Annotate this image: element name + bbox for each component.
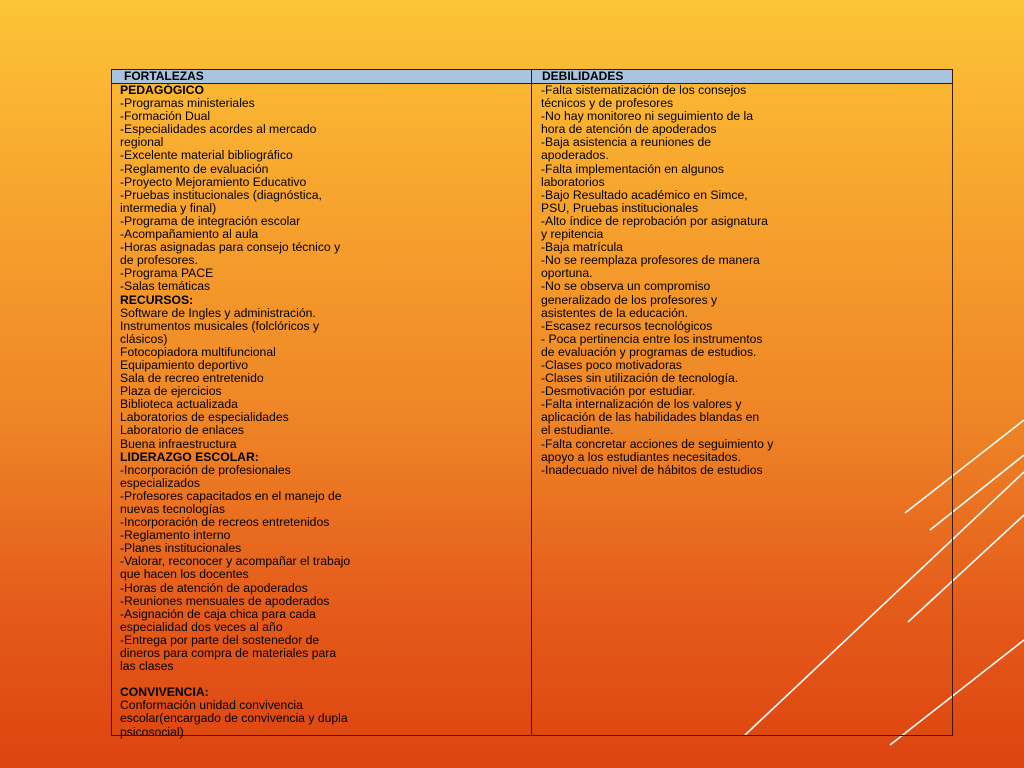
strength-line: clásicos) — [120, 332, 168, 346]
weakness-line: -Desmotivación por estudiar. — [541, 385, 696, 399]
strength-line: -Incorporación de recreos entretenidos — [120, 516, 330, 530]
table-header-row — [112, 70, 952, 84]
strength-line: -Acompañamiento al aula — [120, 228, 259, 242]
strength-line: Sala de recreo entretenido — [120, 372, 264, 386]
weakness-line: apoderados. — [541, 149, 609, 163]
strength-line: -Formación Dual — [120, 110, 211, 124]
weakness-line: oportuna. — [541, 267, 593, 281]
strength-line: -Reuniones mensuales de apoderados — [120, 594, 330, 608]
strength-line: escolar(encargado de convivencia y dupla — [120, 712, 348, 726]
strength-line: dineros para compra de materiales para — [120, 647, 337, 661]
strength-line: -Entrega por parte del sostenedor de — [120, 633, 320, 647]
weakness-line: generalizado de los profesores y — [541, 293, 718, 307]
weakness-line: -Baja matrícula — [541, 241, 623, 255]
weakness-line: -No se reemplaza profesores de manera — [541, 254, 760, 268]
strength-line: psicosocial) — [120, 725, 184, 739]
strength-line: Plaza de ejercicios — [120, 385, 222, 399]
weakness-line: -No se observa un compromiso — [541, 280, 711, 294]
weakness-line: laboratorios — [541, 175, 605, 189]
weakness-line: -No hay monitoreo ni seguimiento de la — [541, 110, 754, 124]
strength-line: -Programa de integración escolar — [120, 214, 301, 228]
strength-line: -Profesores capacitados en el manejo de — [120, 489, 342, 503]
strength-section-heading: CONVIVENCIA: — [120, 686, 209, 700]
strength-line: -Especialidades acordes al mercado — [120, 123, 317, 137]
strength-section-heading: LIDERAZGO ESCOLAR: — [120, 450, 259, 464]
strength-line: Equipamiento deportivo — [120, 358, 249, 372]
strength-line: -Reglamento de evaluación — [120, 162, 269, 176]
strength-line: -Excelente material bibliográfico — [120, 149, 293, 163]
weakness-line: y repitencia — [541, 228, 604, 242]
weakness-line: -Alto índice de reprobación por asignatura — [541, 214, 768, 228]
strength-line: -Horas asignadas para consejo técnico y — [120, 241, 341, 255]
strength-line: -Programas ministeriales — [120, 97, 255, 111]
strength-line: de profesores. — [120, 254, 198, 268]
weakness-line: -Falta implementación en algunos — [541, 162, 724, 176]
weakness-line: apoyo a los estudiantes necesitados. — [541, 450, 741, 464]
weakness-line: PSU, Pruebas institucionales — [541, 201, 699, 215]
strength-line: que hacen los docentes — [120, 568, 249, 582]
strength-line: -Proyecto Mejoramiento Educativo — [120, 175, 307, 189]
strength-line: -Valorar, reconocer y acompañar el trabajo — [120, 555, 351, 569]
strength-line: -Pruebas institucionales (diagnóstica, — [120, 188, 322, 202]
strength-line: regional — [120, 136, 164, 150]
weakness-line: - Poca pertinencia entre los instrumentos — [541, 332, 763, 346]
spacer — [120, 673, 525, 686]
weakness-line: -Clases poco motivadoras — [541, 358, 682, 372]
strength-line: Buena infraestructura — [120, 437, 237, 451]
weakness-line: -Falta sistematización de los consejos — [541, 84, 747, 97]
weakness-line: -Bajo Resultado académico en Simce, — [541, 188, 748, 202]
strength-line: Conformación unidad convivencia — [120, 699, 303, 713]
strengths-column — [120, 84, 525, 739]
strength-line: intermedia y final) — [120, 201, 217, 215]
strength-line: Fotocopiadora multifuncional — [120, 345, 276, 359]
strength-line: especializados — [120, 476, 200, 490]
swot-table — [111, 69, 953, 739]
weakness-line: -Falta internalización de los valores y — [541, 398, 742, 412]
weaknesses-column — [541, 84, 946, 477]
weakness-line: el estudiante. — [541, 424, 614, 438]
strength-line: -Programa PACE — [120, 267, 214, 281]
strength-line: -Salas temáticas — [120, 280, 211, 294]
weakness-line: técnicos y de profesores — [541, 97, 674, 111]
weakness-line: -Escasez recursos tecnológicos — [541, 319, 713, 333]
strength-line: especialidad dos veces al año — [120, 620, 283, 634]
weakness-line: -Clases sin utilización de tecnología. — [541, 372, 739, 386]
weakness-line: -Falta concretar acciones de seguimiento y — [541, 437, 774, 451]
strength-line: las clases — [120, 660, 174, 674]
strengths-header: FORTALEZAS — [124, 69, 204, 83]
weakness-line: de evaluación y programas de estudios. — [541, 345, 757, 359]
strength-line: -Incorporación de profesionales — [120, 463, 291, 477]
weaknesses-header: DEBILIDADES — [542, 69, 624, 83]
strength-line: nuevas tecnologías — [120, 503, 226, 516]
weakness-line: hora de atención de apoderados — [541, 123, 717, 137]
strength-line: -Reglamento interno — [120, 529, 231, 543]
weakness-line: asistentes de la educación. — [541, 306, 689, 320]
column-divider — [531, 70, 532, 735]
strength-line: -Horas de atención de apoderados — [120, 581, 308, 595]
weakness-line: aplicación de las habilidades blandas en — [541, 411, 760, 425]
strength-section-heading: RECURSOS: — [120, 293, 194, 307]
strength-line: Laboratorio de enlaces — [120, 424, 244, 438]
weakness-line: -Inadecuado nivel de hábitos de estudios — [541, 463, 763, 477]
strength-line: -Planes institucionales — [120, 542, 242, 556]
strength-line: Instrumentos musicales (folclóricos y — [120, 319, 320, 333]
strength-line: Laboratorios de especialidades — [120, 411, 289, 425]
strength-line: Biblioteca actualizada — [120, 398, 238, 412]
strength-section-heading: PEDAGÓGICO — [120, 84, 204, 97]
strength-line: Software de Ingles y administración. — [120, 306, 316, 320]
strength-line: -Asignación de caja chica para cada — [120, 607, 316, 621]
weakness-line: -Baja asistencia a reuniones de — [541, 136, 712, 150]
